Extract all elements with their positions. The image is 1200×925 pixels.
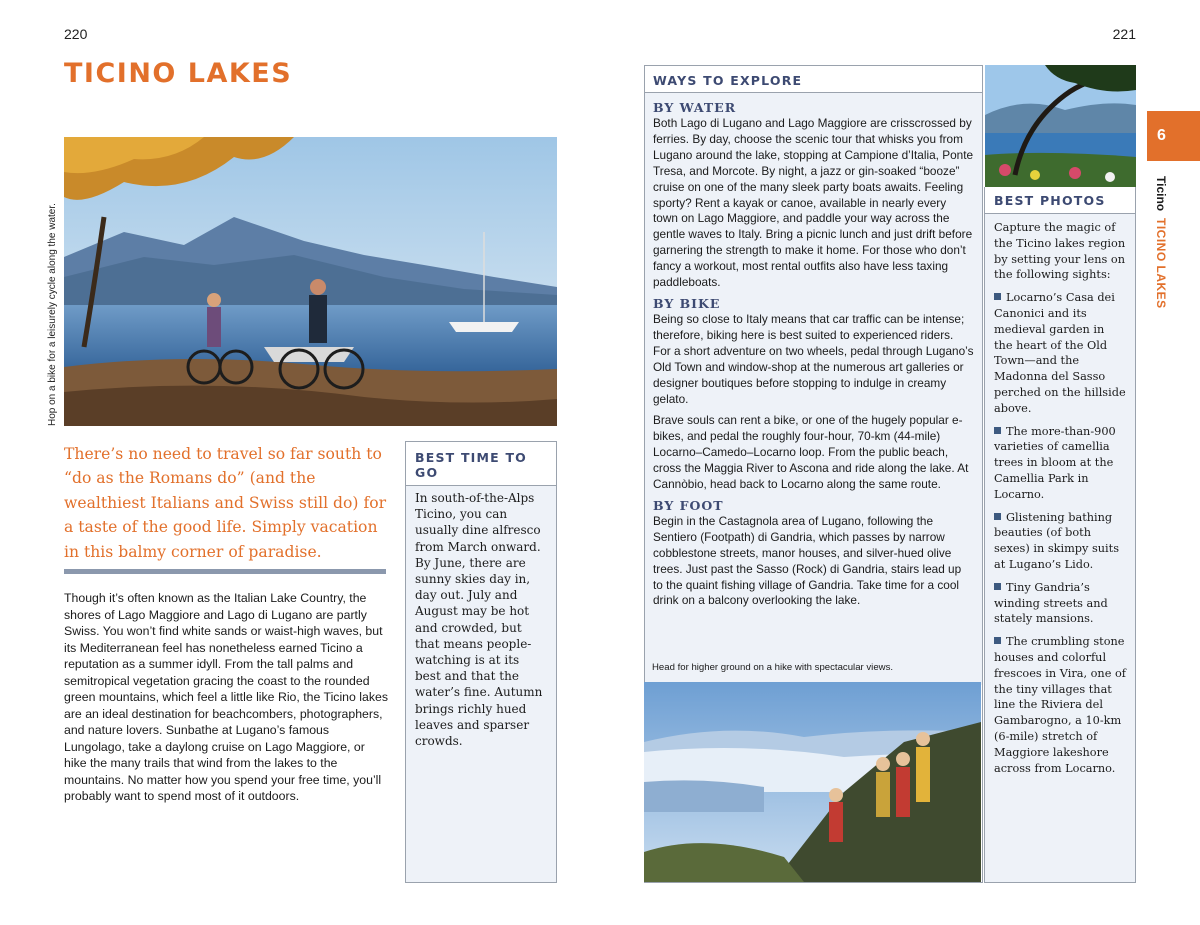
lead-paragraph: There’s no need to travel so far south to “do as the Romans do” (and the wealthiest Italians and Swiss still do) for a taste of the good life. Simply vacation in this balmy corner of paradise. bbox=[64, 445, 387, 561]
list-item-text: Locarno’s Casa dei Canonici and its medieval garden in the heart of the Old Town—and the Madonna del Sasso perched on the hillside above. bbox=[994, 291, 1126, 415]
list-item bbox=[994, 580, 1126, 627]
ways-heading: WAYS TO EXPLORE bbox=[645, 66, 982, 93]
square-bullet-icon bbox=[994, 293, 1001, 300]
square-bullet-icon bbox=[994, 427, 1001, 434]
page-number-left: 220 bbox=[64, 26, 88, 42]
chapter-tab: 6 bbox=[1147, 111, 1200, 161]
lead-divider bbox=[64, 569, 386, 574]
by-water-heading: BY WATER bbox=[653, 100, 737, 115]
intro-body-text: Though it’s often known as the Italian Lake Country, the shores of Lago Maggiore and Lago di Lugano are partly Swiss. You won’t find white sands or waist-high waves, but its Mediterranean feel has nonetheless earned Ticino a reputation as a summer idyll. From the tall palms and semitropical vegetation gracing the coast to the rounded green mountains, which feel a little like Rio, the Ticino lakes are an ideal destination for beachcombers, photographers, and nature lovers. Sunbathe at Lugano’s famous Lungolago, take a daylong cruise on Lago Maggiore, or hike the many trails that wind from the lakes to the mountains. No matter how you spend your free time, you’ll probably want to spend most of it outdoors. bbox=[64, 591, 388, 803]
list-item-text: The crumbling stone houses and colorful frescoes in Vira, one of the tiny villages that line the Riviera del Gambarogno, a 10-km (6-mile) stretch of Maggiore lakeshore across from Locarno. bbox=[994, 635, 1126, 775]
best-photos-heading: BEST PHOTOS bbox=[985, 187, 1135, 214]
list-item bbox=[994, 634, 1126, 776]
square-bullet-icon bbox=[994, 513, 1001, 520]
by-bike-heading: BY BIKE bbox=[653, 295, 721, 311]
list-item bbox=[994, 424, 1126, 503]
best-time-text: In south-of-the-Alps Ticino, you can usually dine alfresco from March onward. By June, there are sunny skies day in, day out. July and August may be hot and crowded, but that means people-watching is at its best and that the water’s fine. Autumn brings richly hued leaves and sparser crowds. bbox=[415, 491, 543, 749]
list-item-text: The more-than-900 varieties of camellia trees in bloom at the Camellia Park in Locarno. bbox=[994, 424, 1116, 501]
by-water-text: Both Lago di Lugano and Lago Maggiore are crisscrossed by ferries. By day, choose the scenic tour that whisks you from Lugano around the lake, stopping at Campione d’Italia, Ponte Tresa, and Morcote. By night, a jazz or gin-soaked “booze” cruise on one of the many sleek party boats awaits. Feeling sporty? Rent a kayak or canoe, available in nearly every town on Lago Maggiore, and paddle your way across the gentle waves to Italy. Bring a picnic lunch and just drift before garnering the strength to make it home. For those who don’t fancy a workout, most rental outfits also have less taxing paddleboats. bbox=[653, 116, 974, 290]
running-head-region: Ticino bbox=[1154, 176, 1168, 212]
by-foot-text: Begin in the Castagnola area of Lugano, following the Sentiero (Footpath) di Gandria, which passes by narrow cobblestone streets, manor houses, and silver-hued olive trees. Just past the Sasso (Rock) di Gandria, stairs lead up to the quaint fishing village of Gandria. Take time for a cool drink on a balcony overlooking the lake. bbox=[653, 513, 962, 608]
best-photos-list bbox=[985, 290, 1135, 776]
hike-photo-caption: Head for higher ground on a hike with spectacular views. bbox=[652, 662, 894, 673]
by-bike-text: Being so close to Italy means that car traffic can be intense; therefore, biking here is best suited to experienced riders. For a short adventure on two wheels, pedal through Lugano’s Old Town and window-shop at the numerous art galleries or designer boutiques before stopping to indulge in creamy gelato. bbox=[653, 311, 974, 406]
list-item bbox=[994, 510, 1126, 573]
square-bullet-icon bbox=[994, 637, 1001, 644]
lake-photo-caption: Hop on a bike for a leisurely cycle along the water. bbox=[47, 203, 58, 426]
page-title: TICINO LAKES bbox=[64, 58, 293, 89]
lakeside-tree-photo bbox=[985, 65, 1136, 187]
by-bike-text-2: Brave souls can rent a bike, or one of the hugely popular e-bikes, and pedal the roughly four-hour, 70-km (44-mile) Locarno–Camedo–Locarno loop. From the public beach, cross the Maggia River to Ascona and ride along the lake. At Cannòbio, head back to Locarno along the same route. bbox=[653, 413, 969, 492]
list-item-text: Glistening bathing beauties (of both sexes) in skimpy suits at Lugano’s Lido. bbox=[994, 510, 1120, 571]
best-photos-sidebar bbox=[984, 187, 1136, 883]
square-bullet-icon bbox=[994, 583, 1001, 590]
list-item bbox=[994, 290, 1126, 416]
hiking-photo bbox=[644, 682, 981, 882]
best-time-sidebar bbox=[405, 441, 557, 883]
list-item-text: Tiny Gandria’s winding streets and stately mansions. bbox=[994, 580, 1108, 626]
best-photos-intro: Capture the magic of the Ticino lakes region by setting your lens on the following sights: bbox=[994, 221, 1126, 282]
best-time-heading: BEST TIME TO GO bbox=[406, 442, 556, 486]
lake-cycling-photo bbox=[64, 137, 557, 426]
page-number-right: 221 bbox=[1112, 26, 1136, 42]
running-head-section: TICINO LAKES bbox=[1154, 218, 1168, 309]
by-foot-heading: BY FOOT bbox=[653, 497, 724, 513]
